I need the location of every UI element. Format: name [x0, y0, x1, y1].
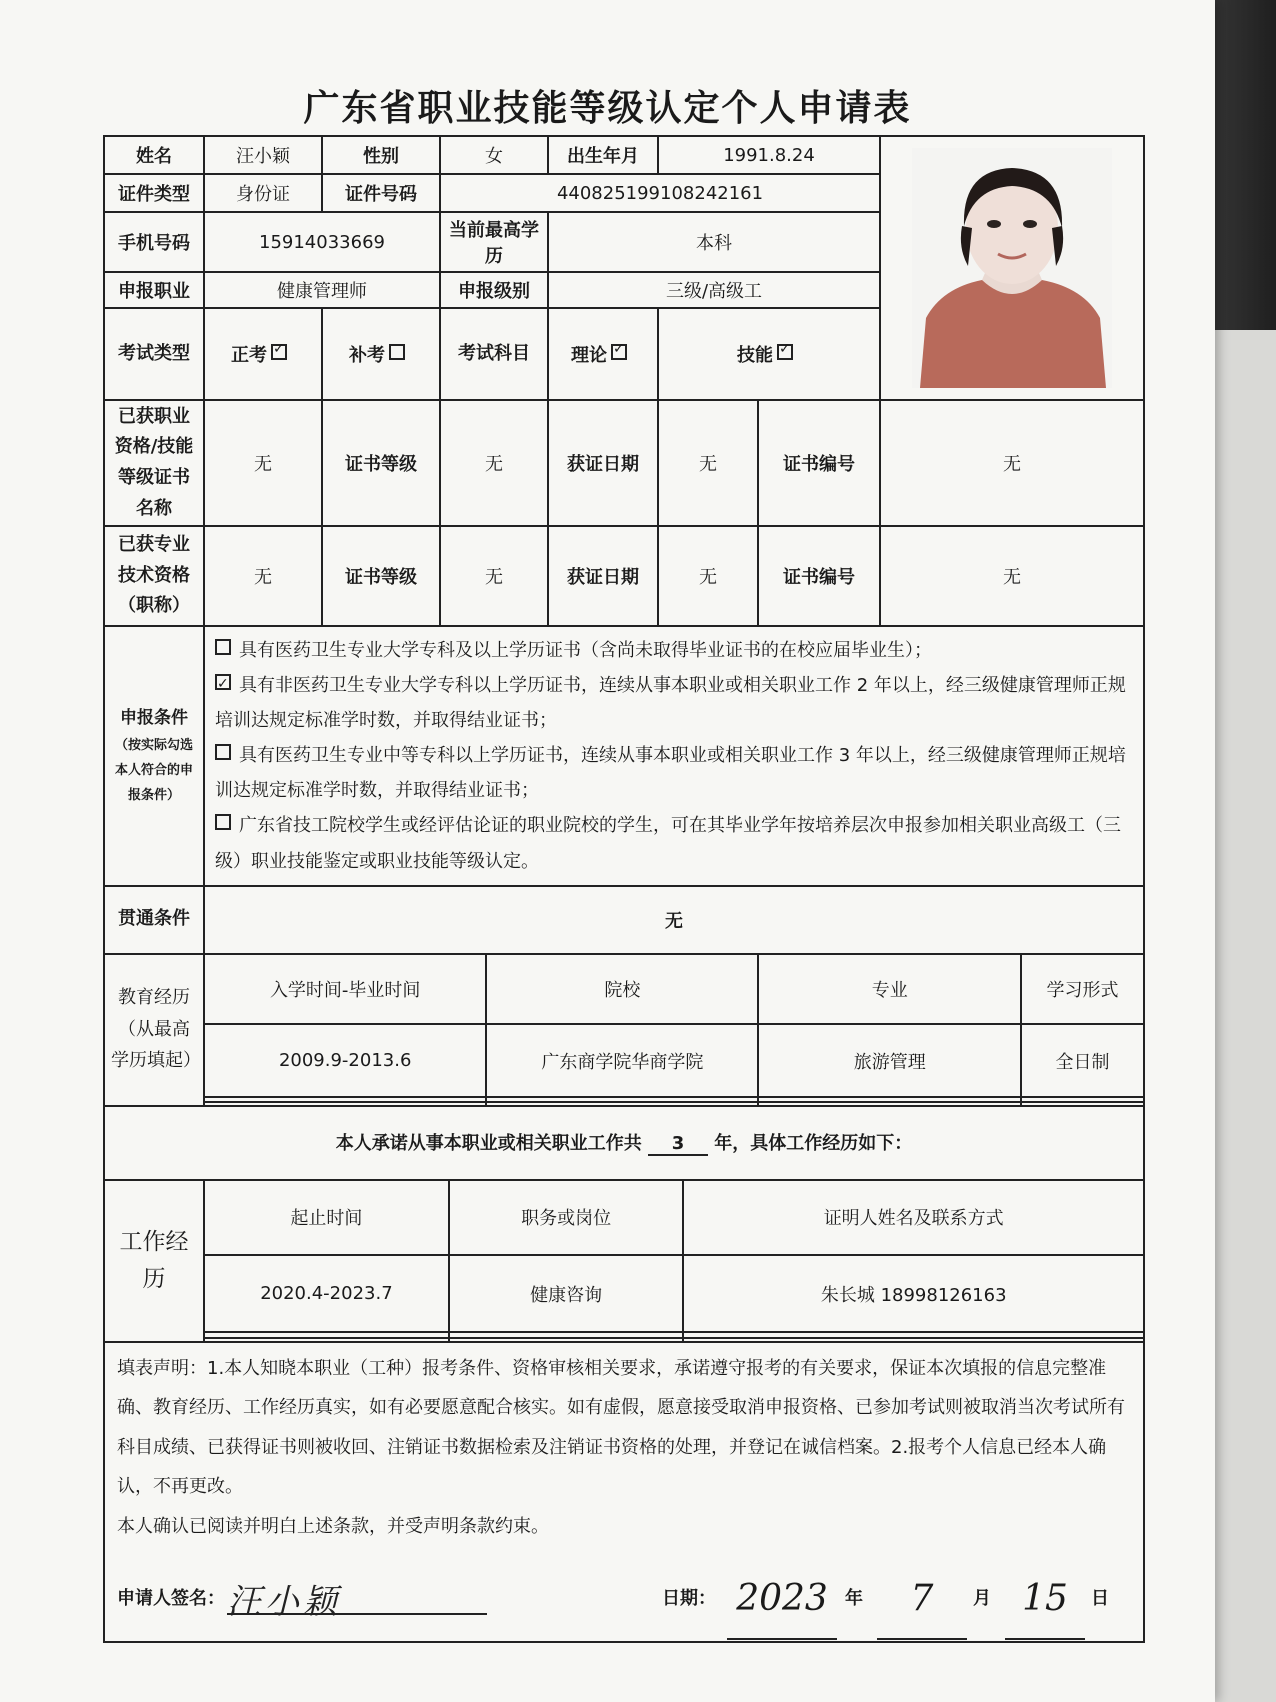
birth-label: 出生年月 [548, 136, 658, 174]
date-day: 15 [1005, 1559, 1085, 1640]
date-month: 7 [877, 1559, 967, 1640]
education-history-label: 教育经历（从最高学历填起） [104, 954, 204, 1106]
checkbox-checked-icon [215, 674, 231, 690]
education-header: 入学时间-毕业时间 [205, 955, 486, 1025]
level-label: 申报级别 [440, 272, 548, 308]
technical-grade-value: 无 [440, 526, 548, 626]
checkbox-unchecked-icon [215, 744, 231, 760]
certificate-label: 已获职业资格/技能等级证书名称 [104, 400, 204, 526]
technical-date-label: 获证日期 [548, 526, 658, 626]
technical-number-value: 无 [880, 526, 1144, 626]
applicant-photo [912, 148, 1112, 388]
work-history-cell [204, 1180, 1144, 1342]
checkbox-checked-icon [271, 344, 287, 360]
job-label: 申报职业 [104, 272, 204, 308]
declaration-confirm: 本人确认已阅读并明白上述条款，并受声明条款约束。 [117, 1516, 549, 1538]
conditions-list [204, 626, 1144, 886]
conditions-label: 申报条件 [120, 708, 188, 729]
work-header: 起止时间 [205, 1181, 449, 1255]
subject-theory-label: 理论 [571, 345, 607, 366]
exam-subject-label: 考试科目 [440, 308, 548, 400]
id-number-value: 440825199108242161 [440, 174, 880, 212]
applicant-signature: 汪小颖 [227, 1565, 487, 1615]
id-type-label: 证件类型 [104, 174, 204, 212]
education-major: 旅游管理 [758, 1024, 1021, 1096]
exam-regular-option [204, 308, 322, 400]
technical-grade-label: 证书等级 [322, 526, 440, 626]
name-value: 汪小颖 [204, 136, 322, 174]
education-empty-cell [205, 1102, 486, 1105]
exam-regular-label: 正考 [231, 345, 267, 366]
technical-number-label: 证书编号 [758, 526, 880, 626]
education-school: 广东商学院华商学院 [486, 1024, 758, 1096]
condition-item [215, 633, 1133, 668]
year-unit: 年 [845, 1587, 863, 1609]
work-reference: 朱长城 18998126163 [683, 1255, 1143, 1332]
subject-skill-option [658, 308, 880, 400]
checkbox-unchecked-icon [215, 814, 231, 830]
certificate-number-label: 证书编号 [758, 400, 880, 526]
declaration-cell [104, 1342, 1144, 1642]
birth-value: 1991.8.24 [658, 136, 880, 174]
subject-theory-option [548, 308, 658, 400]
commitment-suffix: 年，具体工作经历如下： [714, 1133, 913, 1155]
education-header: 学习形式 [1021, 955, 1143, 1025]
exam-type-label: 考试类型 [104, 308, 204, 400]
education-empty-cell [486, 1102, 758, 1105]
commitment-years: 3 [648, 1133, 708, 1156]
education-header: 院校 [486, 955, 758, 1025]
declaration-text: 填表声明：1.本人知晓本职业（工种）报考条件、资格审核相关要求，承诺遵守报考的有关要求，保证本次填报的信息完整准确、教育经历、工作经历真实，如有必要愿意配合核实。如有虚假，愿意接受取消申报资格、已参加考试则被取消当次考试所有科目成绩、已获得证书则被收回、注销证书数据检索及注销证书资格的处理，并登记在诚信档案。2.报考个人信息已经本人确认，不再更改。 [117, 1357, 1125, 1498]
month-unit: 月 [973, 1587, 991, 1609]
day-unit: 日 [1091, 1587, 1109, 1609]
exam-makeup-label: 补考 [349, 345, 385, 366]
date-label: 日期： [662, 1587, 716, 1609]
work-header: 职务或岗位 [449, 1181, 684, 1255]
signature-label: 申请人签名： [117, 1587, 225, 1609]
certificate-date-value: 无 [658, 400, 758, 526]
condition-item [215, 668, 1133, 738]
work-history-label: 工作经历 [104, 1180, 204, 1342]
education-mode: 全日制 [1021, 1024, 1143, 1096]
work-header: 证明人姓名及联系方式 [683, 1181, 1143, 1255]
checkbox-unchecked-icon [215, 639, 231, 655]
photo-cell [880, 136, 1144, 400]
date-year: 2023 [727, 1559, 837, 1640]
gender-value: 女 [440, 136, 548, 174]
education-header: 专业 [758, 955, 1021, 1025]
checkbox-checked-icon [777, 344, 793, 360]
education-level-label: 当前最高学历 [440, 212, 548, 272]
conditions-sublabel: （按实际勾选本人符合的申报条件） [114, 738, 193, 803]
checkbox-checked-icon [611, 344, 627, 360]
checkbox-unchecked-icon [389, 344, 405, 360]
education-table [205, 955, 1143, 1105]
through-condition-label: 贯通条件 [104, 886, 204, 954]
exam-makeup-option [322, 308, 440, 400]
subject-skill-label: 技能 [737, 345, 773, 366]
conditions-label-cell [104, 626, 204, 886]
phone-label: 手机号码 [104, 212, 204, 272]
job-value: 健康管理师 [204, 272, 440, 308]
work-commitment [104, 1106, 1144, 1180]
through-condition-value: 无 [204, 886, 1144, 954]
phone-value: 15914033669 [204, 212, 440, 272]
work-empty-cell [205, 1338, 449, 1341]
id-type-value: 身份证 [204, 174, 322, 212]
education-level-value: 本科 [548, 212, 880, 272]
certificate-grade-value: 无 [440, 400, 548, 526]
gender-label: 性别 [322, 136, 440, 174]
work-position: 健康咨询 [449, 1255, 684, 1332]
certificate-grade-label: 证书等级 [322, 400, 440, 526]
technical-name-value: 无 [204, 526, 322, 626]
certificate-name-value: 无 [204, 400, 322, 526]
level-value: 三级/高级工 [548, 272, 880, 308]
work-empty-cell [683, 1338, 1143, 1341]
condition-text: 广东省技工院校学生或经评估论证的职业院校的学生，可在其毕业学年按培养层次申报参加相关职业高级工（三级）职业技能鉴定或职业技能等级认定。 [215, 815, 1121, 872]
certificate-date-label: 获证日期 [548, 400, 658, 526]
certificate-number-value: 无 [880, 400, 1144, 526]
work-empty-cell [449, 1338, 684, 1341]
education-empty-cell [758, 1102, 1021, 1105]
education-history-cell [204, 954, 1144, 1106]
education-period: 2009.9-2013.6 [205, 1024, 486, 1096]
condition-text: 具有医药卫生专业中等专科以上学历证书，连续从事本职业或相关职业工作 3 年以上，经三级健康管理师正规培训达规定标准学时数，并取得结业证书； [215, 745, 1126, 802]
technical-date-value: 无 [658, 526, 758, 626]
application-table [103, 135, 1145, 1643]
education-empty-cell [1021, 1102, 1143, 1105]
form-title: 广东省职业技能等级认定个人申请表 [303, 88, 912, 129]
id-number-label: 证件号码 [322, 174, 440, 212]
commitment-prefix: 本人承诺从事本职业或相关职业工作共 [335, 1133, 642, 1155]
condition-item [215, 738, 1133, 808]
technical-title-label: 已获专业技术资格（职称） [104, 526, 204, 626]
signature-row [117, 1579, 1131, 1625]
work-period: 2020.4-2023.7 [205, 1255, 449, 1332]
work-table [205, 1181, 1143, 1341]
condition-item [215, 808, 1133, 878]
name-label: 姓名 [104, 136, 204, 174]
condition-text: 具有非医药卫生专业大学专科以上学历证书，连续从事本职业或相关职业工作 2 年以上，经三级健康管理师正规培训达规定标准学时数，并取得结业证书； [215, 675, 1126, 732]
condition-text: 具有医药卫生专业大学专科及以上学历证书（含尚未取得毕业证书的在校应届毕业生）； [239, 640, 932, 661]
